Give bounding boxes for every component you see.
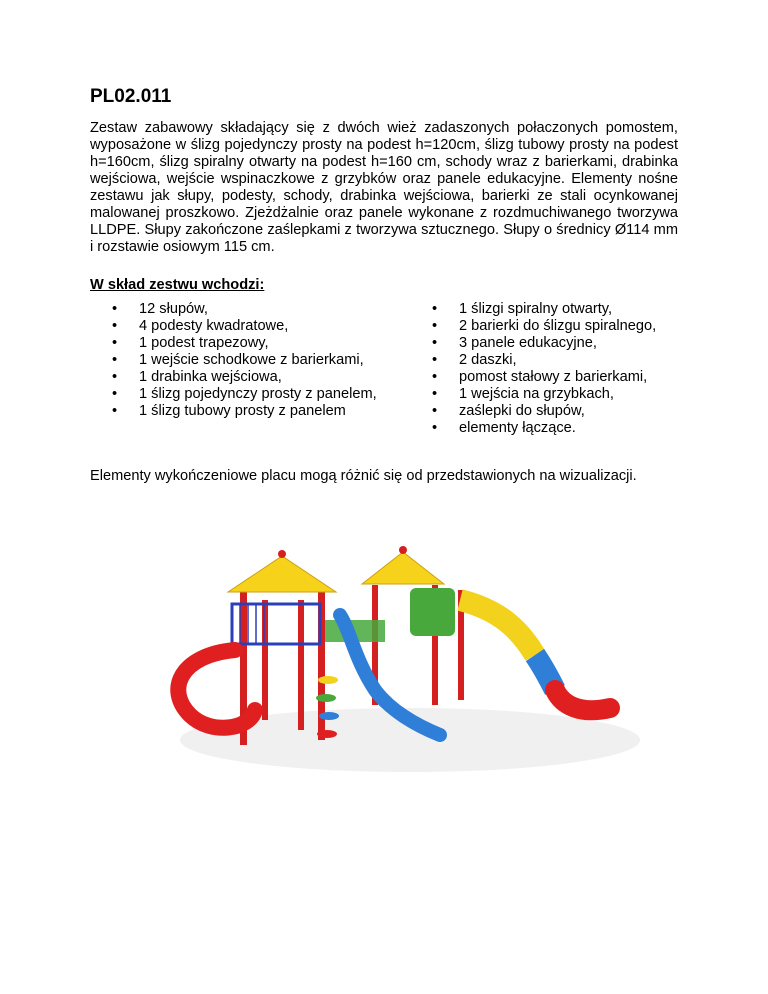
list-item: • 4 podesty kwadratowe,: [112, 318, 412, 335]
list-item: • 1 ślizgi spiralny otwarty,: [432, 301, 712, 318]
right-roof: [362, 552, 444, 584]
list-item: • 1 ślizg tubowy prosty z panelem: [112, 403, 412, 420]
tube-slide-red: [555, 690, 610, 710]
list-item: • elementy łączące.: [432, 420, 712, 437]
list-item: • 3 panele edukacyjne,: [432, 335, 712, 352]
list-item: • zaślepki do słupów,: [432, 403, 712, 420]
components-list-left: [112, 301, 412, 420]
list-item: • pomost stałowy z barierkami,: [432, 369, 712, 386]
product-code: PL02.011: [90, 86, 172, 107]
tube-slide-yellow: [460, 600, 535, 655]
components-heading: W skład zestwu wchodzi:: [90, 277, 265, 293]
list-item: • 1 wejścia na grzybkach,: [432, 386, 712, 403]
list-item: • 1 drabinka wejściowa,: [112, 369, 412, 386]
list-item: • 1 ślizg pojedynczy prosty z panelem,: [112, 386, 412, 403]
list-item: • 2 barierki do ślizgu spiralnego,: [432, 318, 712, 335]
product-description: Zestaw zabawowy składający się z dwóch wież zadaszonych połaczonych pomostem, wyposażone w ślizg pojedynczy prosty na podest h=120cm, ślizg tubowy prosty na podest h=160cm, ślizg spiralny otwarty na podest h=160 cm, schody wraz z barierkami, drabinka wejściowa, wejście wspinaczkowe z grzybków oraz panele edukacyjne. Elementy nośne zestawu jak słupy, podesty, schody, drabinka wejściowa, barierki ze stali ocynkowanej malowanej proszkowo. Zjeżdżalnie oraz panele wykonane z rozdmuchiwanego tworzywa LLDPE. Słupy zakończone zaślepkami z tworzywa sztucznego. Słupy o średnicy Ø114 mm i rozstawie osiowym 115 cm.: [90, 120, 678, 255]
list-item: • 1 podest trapezowy,: [112, 335, 412, 352]
visualization-note: Elementy wykończeniowe placu mogą różnić się od przedstawionych na wizualizacji.: [90, 468, 637, 484]
left-roof: [228, 556, 336, 592]
edu-panel: [410, 588, 455, 636]
list-item: • 12 słupów,: [112, 301, 412, 318]
list-item: • 1 wejście schodkowe z barierkami,: [112, 352, 412, 369]
components-list-right: [432, 301, 712, 437]
playground-illustration: [140, 540, 640, 780]
list-item: • 2 daszki,: [432, 352, 712, 369]
